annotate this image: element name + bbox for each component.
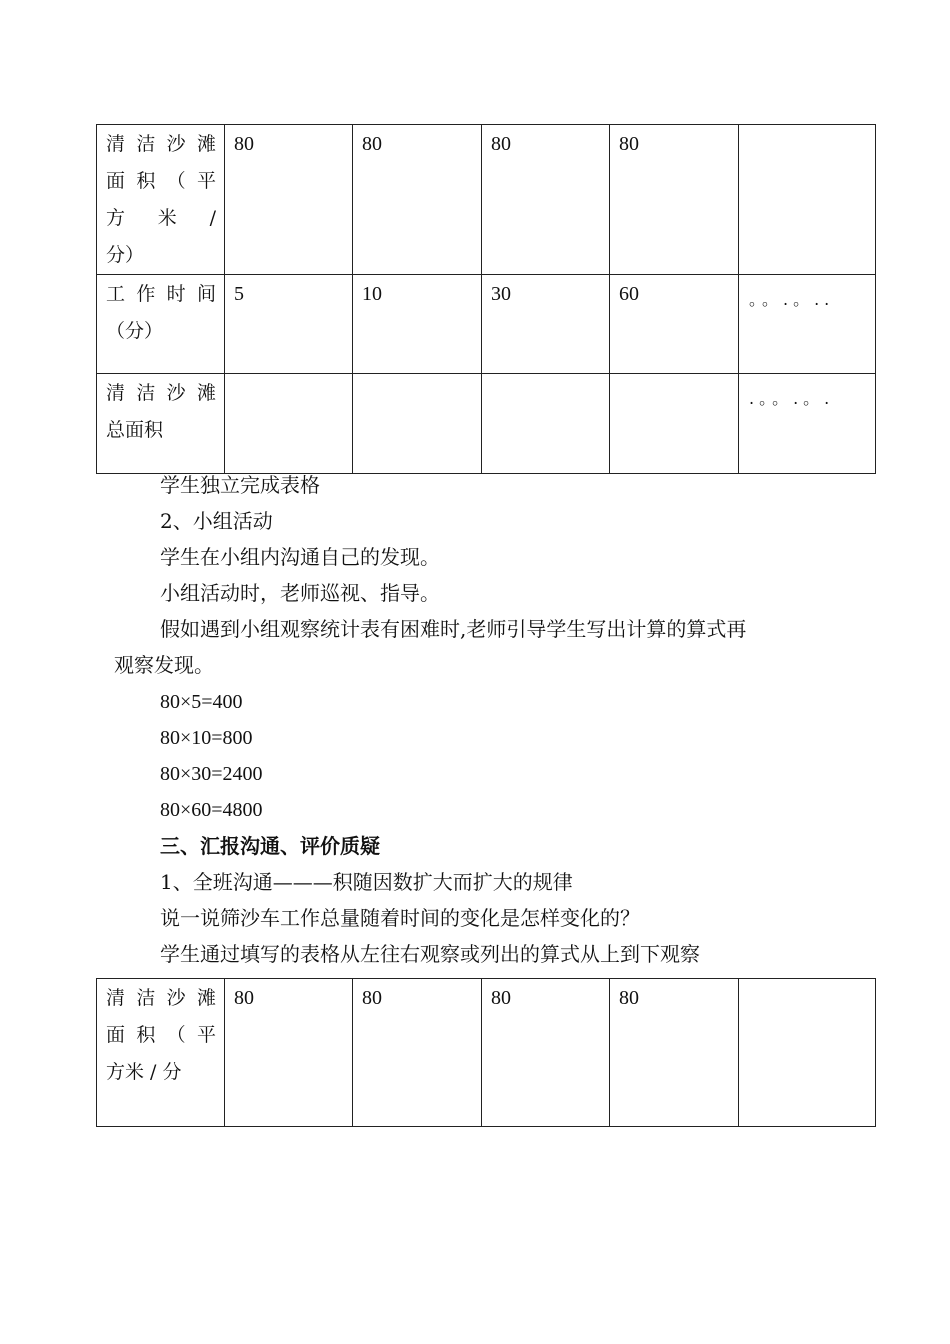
table-cell-ellipsis: .。。.。. bbox=[739, 374, 876, 474]
table-cell: 80 bbox=[610, 125, 739, 275]
table-cell bbox=[225, 374, 353, 474]
equation: 80×5=400 bbox=[160, 691, 243, 713]
equation: 80×60=4800 bbox=[160, 799, 263, 821]
paragraph: 学生独立完成表格 bbox=[160, 473, 320, 497]
paragraph: 学生通过填写的表格从左往右观察或列出的算式从上到下观察 bbox=[160, 942, 700, 966]
table-row bbox=[97, 125, 876, 275]
table-cell: 30 bbox=[482, 275, 610, 374]
table-cell: 5 bbox=[225, 275, 353, 374]
table-cell: 80 bbox=[353, 125, 482, 275]
table-cell bbox=[739, 125, 876, 275]
row-label-total-area: 清 洁 沙 滩 总面积 bbox=[97, 374, 225, 474]
table-row bbox=[97, 374, 876, 474]
paragraph: 学生在小组内沟通自己的发现。 bbox=[160, 545, 440, 569]
row-label-work-time: 工 作 时 间 （分） bbox=[97, 275, 225, 374]
table-cell bbox=[610, 374, 739, 474]
table-cell: 80 bbox=[482, 979, 610, 1127]
table-cell: 80 bbox=[610, 979, 739, 1127]
table-cell: 80 bbox=[353, 979, 482, 1127]
table-cell bbox=[739, 979, 876, 1127]
row-label-cleaning-area: 清 洁 沙 滩 面 积 （ 平 方 米 / 分） bbox=[97, 125, 225, 275]
paragraph-continuation: 观察发现。 bbox=[114, 653, 214, 677]
table-cell-ellipsis: 。。.。.. bbox=[739, 275, 876, 374]
table-cell bbox=[353, 374, 482, 474]
section-heading: 三、汇报沟通、评价质疑 bbox=[160, 834, 380, 858]
equation: 80×10=800 bbox=[160, 727, 253, 749]
table-cell: 80 bbox=[225, 979, 353, 1127]
paragraph: 小组活动时，老师巡视、指导。 bbox=[160, 581, 440, 605]
table-cell bbox=[482, 374, 610, 474]
paragraph: 说一说筛沙车工作总量随着时间的变化是怎样变化的？ bbox=[160, 906, 640, 930]
table-cell: 60 bbox=[610, 275, 739, 374]
table-row bbox=[97, 979, 876, 1127]
data-table-2 bbox=[96, 978, 876, 1127]
table-row bbox=[97, 275, 876, 374]
data-table-1 bbox=[96, 124, 876, 474]
table-cell: 80 bbox=[225, 125, 353, 275]
row-label-cleaning-area: 清 洁 沙 滩 面 积 （ 平 方米 / 分 bbox=[97, 979, 225, 1127]
paragraph: 假如遇到小组观察统计表有困难时,老师引导学生写出计算的算式再 bbox=[160, 617, 747, 641]
paragraph: 1、全班沟通———积随因数扩大而扩大的规律 bbox=[160, 870, 573, 894]
equation: 80×30=2400 bbox=[160, 763, 263, 785]
table-cell: 10 bbox=[353, 275, 482, 374]
paragraph: 2、小组活动 bbox=[160, 509, 273, 533]
table-cell: 80 bbox=[482, 125, 610, 275]
